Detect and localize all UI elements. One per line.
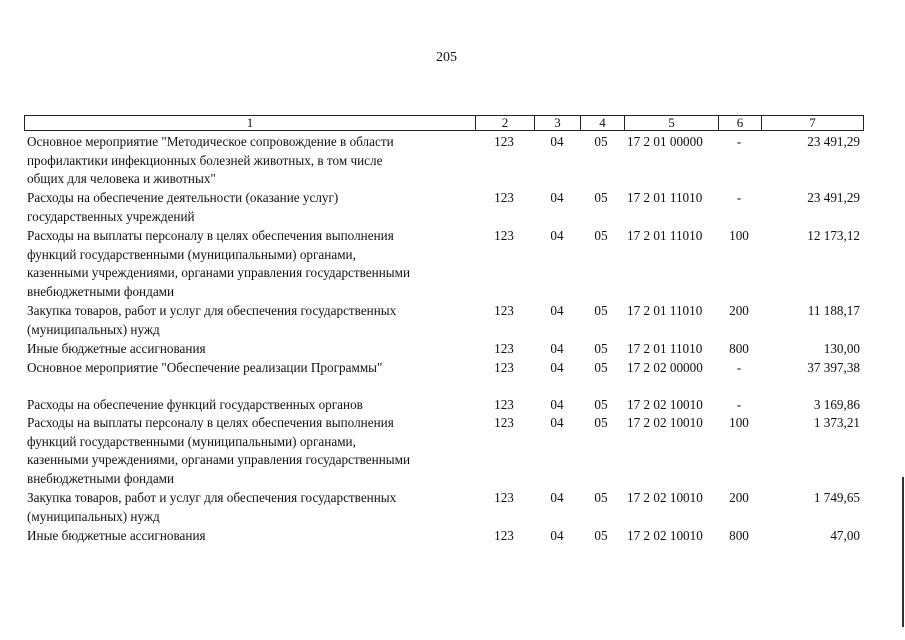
row-col-7: 37 397,38	[807, 360, 860, 375]
row-name-line: Иные бюджетные ассигнования	[27, 528, 206, 543]
row-col-6: -	[736, 190, 742, 205]
row-col-4: 05	[594, 341, 608, 356]
row-col-7: 12 173,12	[807, 228, 860, 243]
row-col-6: -	[736, 134, 742, 149]
row-name	[27, 133, 477, 189]
row-name-line: Расходы на выплаты персоналу в целях обеспечения выполнения	[27, 228, 394, 243]
row-col-2: 123	[494, 341, 514, 356]
row-col-6: 800	[729, 341, 749, 356]
row-col-2: 123	[494, 415, 514, 430]
row-col-4: 05	[594, 415, 608, 430]
row-name-line: казенными учреждениями, органами управления государственными	[27, 265, 411, 280]
row-col-7: 1 373,21	[813, 415, 860, 430]
row-name	[27, 340, 477, 359]
row-col-5: 17 2 01 11010	[627, 341, 703, 356]
row-name	[27, 359, 477, 378]
row-col-5: 17 2 01 11010	[627, 228, 703, 243]
row-col-5: 17 2 02 00000	[627, 360, 703, 375]
row-col-3: 04	[550, 415, 564, 430]
row-col-2: 123	[494, 397, 514, 412]
row-col-4: 05	[594, 360, 608, 375]
row-col-5: 17 2 02 10010	[627, 490, 703, 505]
row-name-line: (муниципальных) нужд	[27, 508, 160, 524]
row-name-line: Иные бюджетные ассигнования	[27, 341, 206, 356]
row-col-3: 04	[550, 341, 564, 356]
row-col-5: 17 2 01 00000	[627, 134, 703, 149]
row-col-4: 05	[594, 134, 608, 149]
table-header	[24, 115, 864, 131]
row-col-4: 05	[594, 228, 608, 243]
row-col-5: 17 2 02 10010	[627, 415, 703, 430]
header-col-1: 1	[246, 115, 254, 130]
row-name-line: внебюджетными фондами	[27, 470, 175, 486]
row-name-line: функций государственными (муниципальными) органами,	[27, 246, 356, 262]
row-name-line: государственных учреждений	[27, 208, 195, 224]
header-col-4: 4	[599, 115, 606, 130]
row-col-5: 17 2 02 10010	[627, 528, 703, 543]
header-col-2: 2	[501, 115, 509, 130]
row-name-line: Расходы на обеспечение функций государственных органов	[27, 397, 363, 412]
row-col-7: 130,00	[823, 341, 860, 356]
row-col-3: 04	[550, 228, 564, 243]
row-col-7: 1 749,65	[813, 490, 860, 505]
scan-edge-line	[902, 477, 904, 627]
row-name	[27, 414, 477, 488]
row-name	[27, 396, 477, 415]
row-name	[27, 189, 477, 226]
row-col-7: 3 169,86	[813, 397, 860, 412]
row-col-6: -	[736, 360, 742, 375]
row-col-6: 200	[729, 490, 749, 505]
row-col-6: 800	[729, 528, 749, 543]
header-col-7: 7	[809, 115, 816, 130]
row-col-2: 123	[494, 134, 514, 149]
row-col-3: 04	[550, 190, 564, 205]
row-name-line: общих для человека и животных"	[27, 171, 216, 186]
row-col-5: 17 2 02 10010	[627, 397, 703, 412]
row-col-5: 17 2 01 11010	[627, 303, 703, 318]
row-col-6: -	[736, 397, 742, 412]
row-name	[27, 302, 477, 339]
row-col-5: 17 2 01 11010	[627, 190, 703, 205]
row-col-2: 123	[494, 528, 514, 543]
row-col-4: 05	[594, 528, 608, 543]
row-col-4: 05	[594, 303, 608, 318]
row-col-7: 23 491,29	[807, 134, 860, 149]
row-col-3: 04	[550, 360, 564, 375]
row-name-line: Основное мероприятие "Обеспечение реализации Программы"	[27, 360, 383, 375]
row-col-3: 04	[550, 303, 564, 318]
row-col-2: 123	[494, 303, 514, 318]
header-col-5: 5	[668, 115, 675, 130]
row-name	[27, 489, 477, 526]
row-col-7: 47,00	[830, 528, 860, 543]
row-col-2: 123	[494, 228, 514, 243]
row-col-3: 04	[550, 397, 564, 412]
row-col-2: 123	[494, 360, 514, 375]
row-col-6: 200	[729, 303, 749, 318]
row-name	[27, 527, 477, 546]
header-col-3: 3	[554, 115, 561, 130]
row-col-7: 11 188,17	[807, 303, 860, 318]
row-col-3: 04	[550, 528, 564, 543]
row-name-line: функций государственными (муниципальными) органами,	[27, 433, 356, 449]
row-col-2: 123	[494, 190, 514, 205]
row-col-3: 04	[550, 134, 564, 149]
row-name-line: профилактики инфекционных болезней животных, в том числе	[27, 152, 383, 168]
row-name	[27, 227, 477, 301]
row-name-line: Расходы на обеспечение деятельности (оказание услуг)	[27, 190, 339, 205]
row-name-line: Закупка товаров, работ и услуг для обеспечения государственных	[27, 303, 397, 318]
row-col-3: 04	[550, 490, 564, 505]
row-col-6: 100	[729, 415, 749, 430]
row-col-2: 123	[494, 490, 514, 505]
row-col-7: 23 491,29	[807, 190, 860, 205]
row-col-4: 05	[594, 490, 608, 505]
row-name-line: казенными учреждениями, органами управления государственными	[27, 452, 411, 467]
header-col-6: 6	[736, 115, 744, 130]
row-col-4: 05	[594, 397, 608, 412]
row-name-line: Расходы на выплаты персоналу в целях обеспечения выполнения	[27, 415, 394, 430]
row-col-6: 100	[729, 228, 749, 243]
row-name-line: (муниципальных) нужд	[27, 321, 160, 337]
page-number: 205	[436, 50, 457, 65]
row-name-line: Закупка товаров, работ и услуг для обеспечения государственных	[27, 490, 397, 505]
row-col-4: 05	[594, 190, 608, 205]
row-name-line: Основное мероприятие "Методическое сопровождение в области	[27, 134, 394, 149]
row-name-line: внебюджетными фондами	[27, 283, 175, 299]
